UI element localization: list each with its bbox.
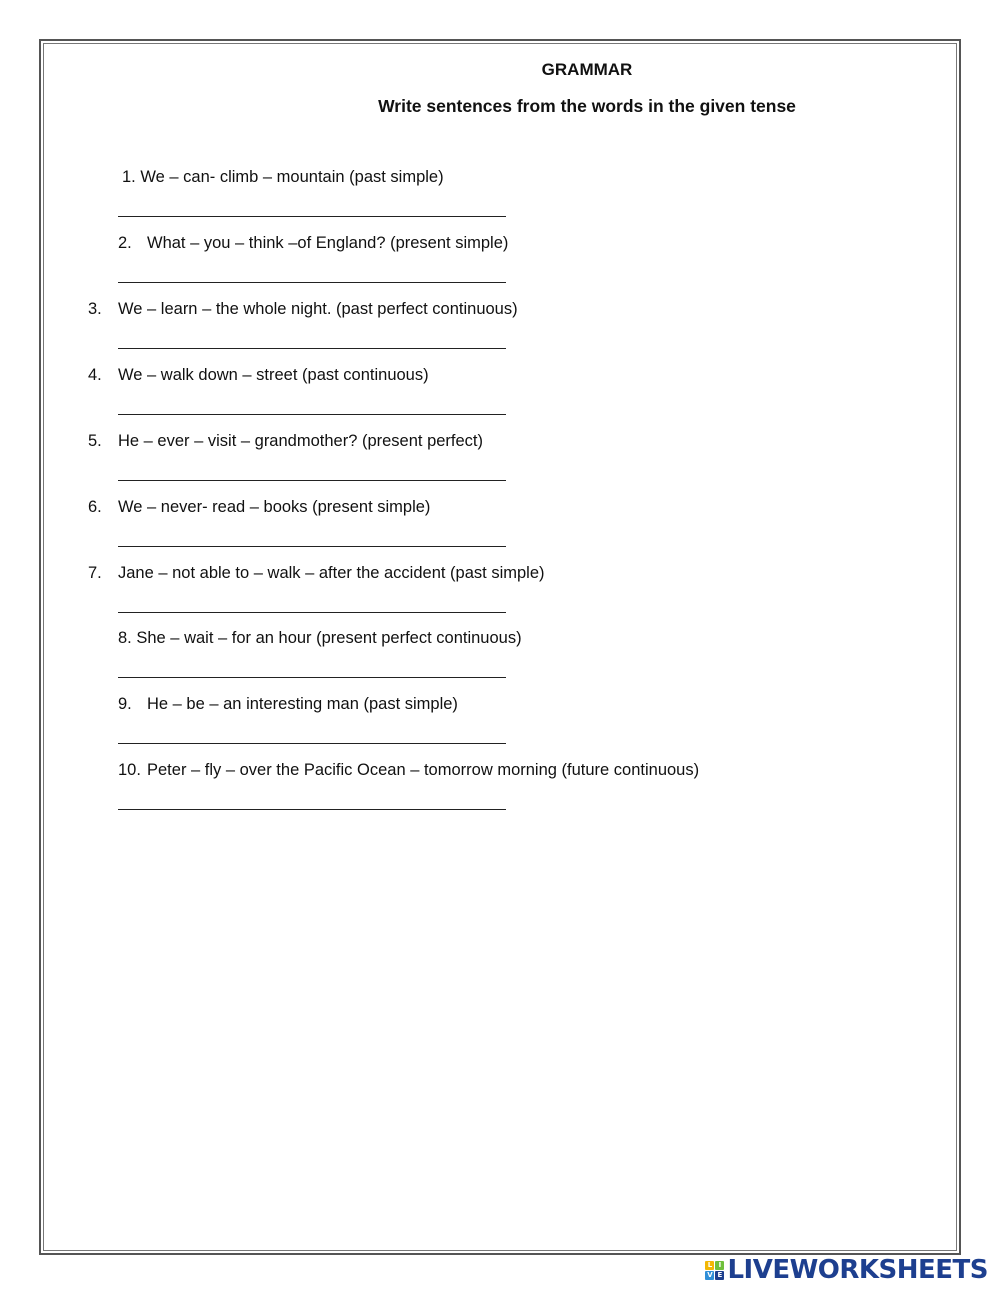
answer-line-2[interactable] [118, 282, 506, 283]
question-10 [118, 761, 699, 780]
question-number: 2. [118, 234, 132, 252]
answer-line-9[interactable] [118, 743, 506, 744]
answer-line-8[interactable] [118, 677, 506, 678]
question-number: 1. [122, 168, 136, 186]
worksheet-title: GRAMMAR [541, 60, 633, 79]
question-8 [118, 629, 522, 648]
question-text: We – can- climb – mountain (past simple) [140, 168, 444, 186]
question-number: 5. [88, 432, 102, 450]
question-number: 10. [118, 761, 141, 779]
question-6 [88, 498, 430, 517]
answer-line-10[interactable] [118, 809, 506, 810]
answer-line-3[interactable] [118, 348, 506, 349]
question-number: 9. [118, 695, 132, 713]
logo-letter-e: E [715, 1271, 724, 1280]
question-text: What – you – think –of England? (present simple) [147, 234, 509, 252]
answer-line-1[interactable] [118, 216, 506, 217]
question-text: Jane – not able to – walk – after the accident (past simple) [118, 564, 545, 582]
answer-line-6[interactable] [118, 546, 506, 547]
question-number: 3. [88, 300, 102, 318]
question-number: 7. [88, 564, 102, 582]
question-text: We – walk down – street (past continuous) [118, 366, 429, 384]
question-text: Peter – fly – over the Pacific Ocean – tomorrow morning (future continuous) [147, 761, 700, 779]
question-1 [122, 168, 444, 187]
question-number: 6. [88, 498, 102, 516]
question-4 [88, 366, 429, 385]
answer-line-4[interactable] [118, 414, 506, 415]
answer-line-7[interactable] [118, 612, 506, 613]
logo-letter-v: V [707, 1270, 713, 1279]
question-5 [88, 432, 483, 451]
worksheet-instruction: Write sentences from the words in the given tense [378, 96, 796, 116]
question-2 [118, 234, 508, 253]
question-7 [88, 564, 545, 583]
liveworksheets-logo-icon [705, 1261, 724, 1280]
question-text: We – learn – the whole night. (past perfect continuous) [118, 300, 518, 318]
question-text: She – wait – for an hour (present perfect continuous) [136, 629, 522, 647]
answer-line-5[interactable] [118, 480, 506, 481]
liveworksheets-logo[interactable] [705, 1255, 988, 1285]
question-number: 8. [118, 629, 132, 647]
question-text: He – ever – visit – grandmother? (present perfect) [118, 432, 484, 450]
question-3 [88, 300, 518, 319]
logo-wordmark: LIVEWORKSHEETS [727, 1255, 988, 1285]
logo-letter-l: L [705, 1261, 714, 1270]
question-text: We – never- read – books (present simple) [118, 498, 431, 516]
question-9 [118, 695, 458, 714]
question-text: He – be – an interesting man (past simple) [147, 695, 458, 713]
question-number: 4. [88, 366, 102, 384]
logo-letter-i: I [715, 1261, 724, 1270]
